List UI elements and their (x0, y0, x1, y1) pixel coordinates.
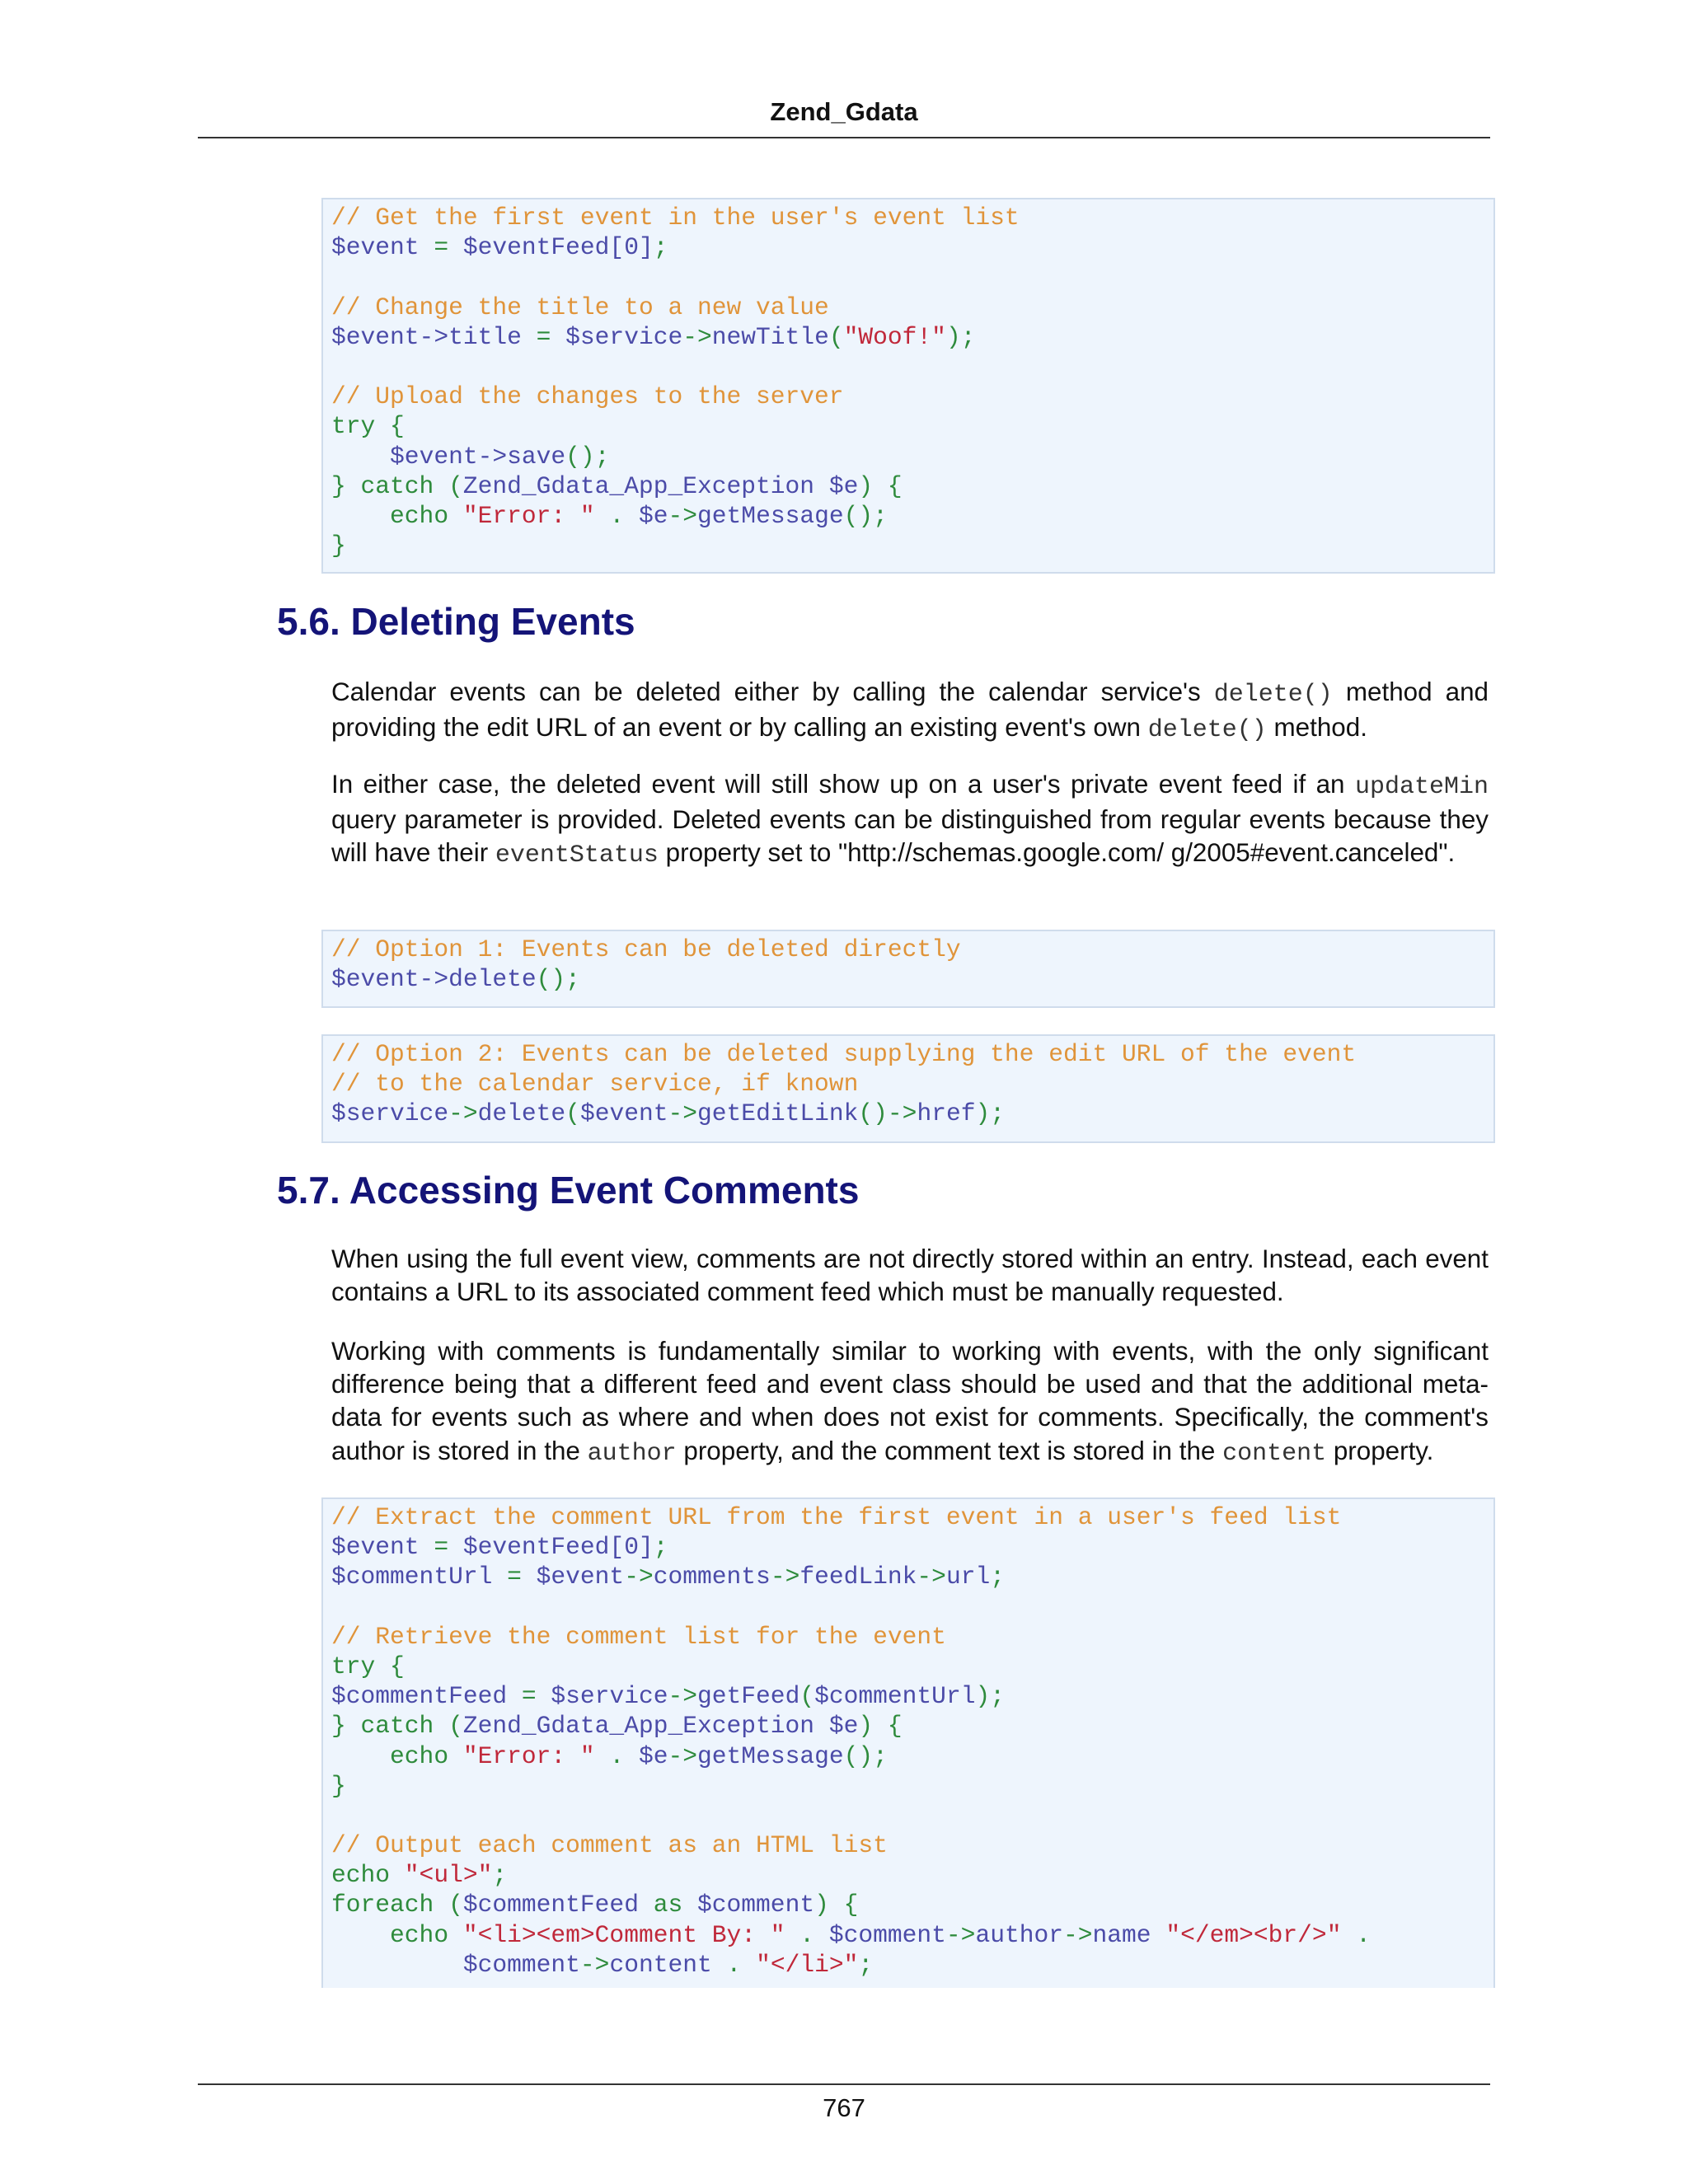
code-comment: // Extract the comment URL from the first event in a user's feed list (331, 1503, 1342, 1531)
code-keyword: echo (331, 501, 463, 530)
inline-code: delete() (1147, 716, 1267, 745)
code-variable: $comment (462, 1950, 580, 1979)
deleting-paragraph-1 (331, 676, 1489, 747)
code-line (331, 531, 1485, 560)
code-line (331, 471, 1485, 501)
code-punct: -> (1063, 1920, 1093, 1949)
code-comment: // Get the first event in the user's event list (331, 204, 1020, 232)
code-variable: $service (331, 1099, 449, 1128)
code-variable: newTitle (711, 322, 829, 351)
code-punct: . (594, 501, 639, 530)
code-punct: ); (945, 322, 976, 351)
code-keyword: echo (331, 1861, 405, 1890)
code-comment: // Output each comment as an HTML list (331, 1831, 888, 1860)
code-variable: href (917, 1099, 976, 1128)
code-line (331, 964, 1485, 994)
code-variable: $event->save (390, 442, 566, 471)
code-line (331, 1681, 1485, 1711)
code-punct: ; (653, 1533, 668, 1562)
code-keyword: ) { (858, 1712, 903, 1741)
code-line (331, 1562, 1485, 1591)
code-variable: Zend_Gdata_App_Exception $e (462, 471, 859, 500)
code-punct (331, 443, 390, 471)
paragraph-text: Working with comments is fundamentally similar to working with events, with the only significant difference being that a different feed and event class should be used and that the additional meta-data for events such as where and when does not exist for comments. Specifically, the comment's author is stored in the (331, 1337, 1489, 1465)
code-punct: -> (770, 1563, 800, 1591)
code-line (331, 322, 1485, 352)
code-punct: . (785, 1920, 829, 1949)
code-punct: ( (828, 322, 844, 351)
code-variable: author (975, 1920, 1063, 1949)
code-line (331, 1652, 1485, 1681)
code-variable: $commentFeed (331, 1682, 508, 1711)
code-line (331, 1801, 1485, 1830)
code-variable: url (945, 1563, 991, 1591)
code-line (331, 1039, 1485, 1069)
code-variable: $event (579, 1099, 668, 1128)
code-variable: $commentUrl (814, 1682, 976, 1711)
code-variable: getMessage (697, 1741, 844, 1770)
code-punct: -> (917, 1563, 946, 1591)
code-punct: = (492, 1563, 537, 1591)
code-keyword: } (331, 1771, 346, 1800)
code-line (331, 1920, 1485, 1950)
code-line (331, 232, 1485, 262)
code-keyword: ) { (814, 1891, 859, 1919)
code-comment: // Upload the changes to the server (331, 382, 844, 411)
code-line (331, 1711, 1485, 1741)
code-block-delete-direct (321, 930, 1495, 1008)
code-line (331, 1532, 1485, 1562)
code-punct: ( (799, 1682, 815, 1711)
page-number: 767 (823, 2093, 865, 2122)
code-string: "</li>" (756, 1950, 859, 1979)
code-punct: -> (579, 1950, 610, 1979)
inline-code: eventStatus (495, 841, 659, 870)
paragraph-text: Calendar events can be deleted either by calling the calendar service's (331, 677, 1214, 706)
code-punct: ; (990, 1563, 1005, 1591)
code-punct: -> (682, 322, 712, 351)
code-line (331, 501, 1485, 531)
inline-code: delete() (1213, 681, 1333, 709)
code-block-delete-via-service (321, 1034, 1495, 1143)
code-punct: ; (492, 1861, 508, 1890)
code-line (331, 1860, 1485, 1890)
code-keyword: } catch ( (331, 1712, 463, 1741)
code-variable: $comment (697, 1891, 815, 1919)
code-keyword: try { (331, 1652, 405, 1680)
code-line (331, 1741, 1485, 1771)
paragraph-text: property. (1326, 1436, 1434, 1465)
footer-rule (198, 2083, 1490, 2085)
code-variable: $event (331, 233, 420, 262)
code-block-retrieve-comments (321, 1497, 1495, 1988)
code-line (331, 442, 1485, 471)
code-string: "Error: " (462, 1741, 595, 1770)
code-line (331, 1592, 1485, 1622)
code-punct: (); (843, 1741, 888, 1770)
code-string: "Woof!" (843, 322, 946, 351)
code-variable: name (1092, 1920, 1151, 1949)
code-variable: comments (653, 1563, 771, 1591)
code-line (331, 382, 1485, 411)
code-variable: $service (551, 1682, 668, 1711)
code-punct: = (419, 1533, 463, 1562)
code-string: "</em><br/>" (1165, 1920, 1342, 1949)
header-rule (198, 137, 1490, 138)
code-comment: // Retrieve the comment list for the event (331, 1622, 946, 1651)
code-line (331, 352, 1485, 382)
code-variable: delete (477, 1099, 566, 1128)
code-line (331, 411, 1485, 441)
code-variable: getFeed (697, 1682, 800, 1711)
code-variable: $event->delete (331, 965, 537, 994)
code-comment: // to the calendar service, if known (331, 1070, 859, 1099)
code-keyword: } catch ( (331, 471, 463, 500)
paragraph-text: property, and the comment text is stored in the (676, 1436, 1223, 1465)
code-punct: -> (668, 1682, 698, 1711)
code-variable: $comment (828, 1920, 946, 1949)
code-variable: $commentFeed (462, 1891, 639, 1919)
section-heading-deleting-events: 5.6. Deleting Events (277, 600, 635, 643)
code-keyword: as (638, 1891, 698, 1919)
code-line (331, 1950, 1485, 1980)
code-punct (1151, 1921, 1166, 1949)
code-variable: $service (565, 322, 683, 351)
code-line (331, 1502, 1485, 1532)
code-punct: ( (565, 1099, 580, 1128)
code-keyword: foreach ( (331, 1891, 463, 1919)
code-line (331, 293, 1485, 322)
code-punct: ; (653, 233, 668, 262)
inline-code: content (1222, 1439, 1327, 1468)
code-punct: = (507, 1682, 551, 1711)
comments-paragraph-1 (331, 1243, 1489, 1309)
code-keyword: echo (331, 1741, 463, 1770)
paragraph-text: method and providing the edit URL of an event or by calling an existing event's own (331, 677, 1489, 743)
code-line (331, 203, 1485, 232)
code-line (331, 262, 1485, 292)
paragraph-text: In either case, the deleted event will still show up on a user's private event feed if an (331, 770, 1355, 799)
paragraph-text: query parameter is provided. Deleted events can be distinguished from regular events because they will have their (331, 805, 1489, 868)
paragraph-text: property set to "http://schemas.google.com/ g/2005#event.canceled". (658, 838, 1456, 868)
code-punct: -> (668, 1741, 698, 1770)
code-variable: $e (638, 1741, 668, 1770)
code-punct: (); (565, 442, 610, 471)
code-punct: = (419, 233, 463, 262)
code-punct: = (521, 322, 566, 351)
code-punct: . (594, 1741, 639, 1770)
code-variable: content (609, 1950, 712, 1979)
code-punct (331, 1951, 463, 1979)
code-keyword: try { (331, 412, 405, 441)
code-variable: $e (638, 501, 668, 530)
code-string: "Error: " (462, 501, 595, 530)
paragraph-text: method. (1266, 713, 1367, 743)
code-line (331, 1771, 1485, 1801)
code-variable: $eventFeed[0] (462, 233, 654, 262)
code-punct: -> (448, 1099, 478, 1128)
code-line (331, 1890, 1485, 1919)
code-line (331, 1830, 1485, 1860)
code-punct: (); (843, 501, 888, 530)
code-comment: // Option 2: Events can be deleted supplying the edit URL of the event (331, 1040, 1357, 1068)
paragraph-text: When using the full event view, comments are not directly stored within an entry. Instead, each event contains a URL to its associated comment feed which must be manually requested. (331, 1244, 1489, 1307)
code-punct: ); (975, 1682, 1005, 1711)
code-punct: -> (945, 1920, 976, 1949)
code-punct: -> (668, 1099, 698, 1128)
code-variable: getEditLink (697, 1099, 859, 1128)
section-heading-event-comments: 5.7. Accessing Event Comments (277, 1169, 860, 1212)
inline-code: updateMin (1354, 773, 1489, 801)
code-punct: (); (536, 965, 580, 994)
code-punct: -> (624, 1563, 654, 1591)
code-line (331, 935, 1485, 964)
code-line (331, 1099, 1485, 1128)
code-variable: $event (331, 1533, 420, 1562)
code-punct: ()-> (858, 1099, 917, 1128)
code-variable: Zend_Gdata_App_Exception $e (462, 1712, 859, 1741)
code-punct: -> (668, 501, 698, 530)
code-block-update-event (321, 198, 1495, 574)
code-comment: // Option 1: Events can be deleted directly (331, 935, 961, 963)
code-punct: . (711, 1950, 757, 1979)
code-variable: $event (536, 1563, 625, 1591)
code-punct: ; (858, 1950, 874, 1979)
code-string: "<li><em>Comment By: " (462, 1920, 785, 1949)
comments-paragraph-2 (331, 1335, 1489, 1470)
inline-code: author (587, 1439, 677, 1468)
code-line (331, 1069, 1485, 1099)
code-variable: $eventFeed[0] (462, 1533, 654, 1562)
code-variable: $commentUrl (331, 1563, 493, 1591)
deleting-paragraph-2 (331, 768, 1489, 873)
code-comment: // Change the title to a new value (331, 293, 829, 321)
code-variable: $event->title (331, 322, 522, 351)
code-keyword: ) { (858, 471, 903, 500)
code-punct: ); (975, 1099, 1006, 1128)
code-variable: feedLink (799, 1563, 917, 1591)
code-line (331, 1622, 1485, 1652)
code-keyword: echo (331, 1920, 463, 1949)
code-keyword: } (331, 532, 346, 560)
code-string: "<ul>" (404, 1861, 493, 1890)
code-punct: . (1341, 1920, 1371, 1949)
running-header: Zend_Gdata (770, 97, 918, 126)
code-variable: getMessage (697, 501, 844, 530)
